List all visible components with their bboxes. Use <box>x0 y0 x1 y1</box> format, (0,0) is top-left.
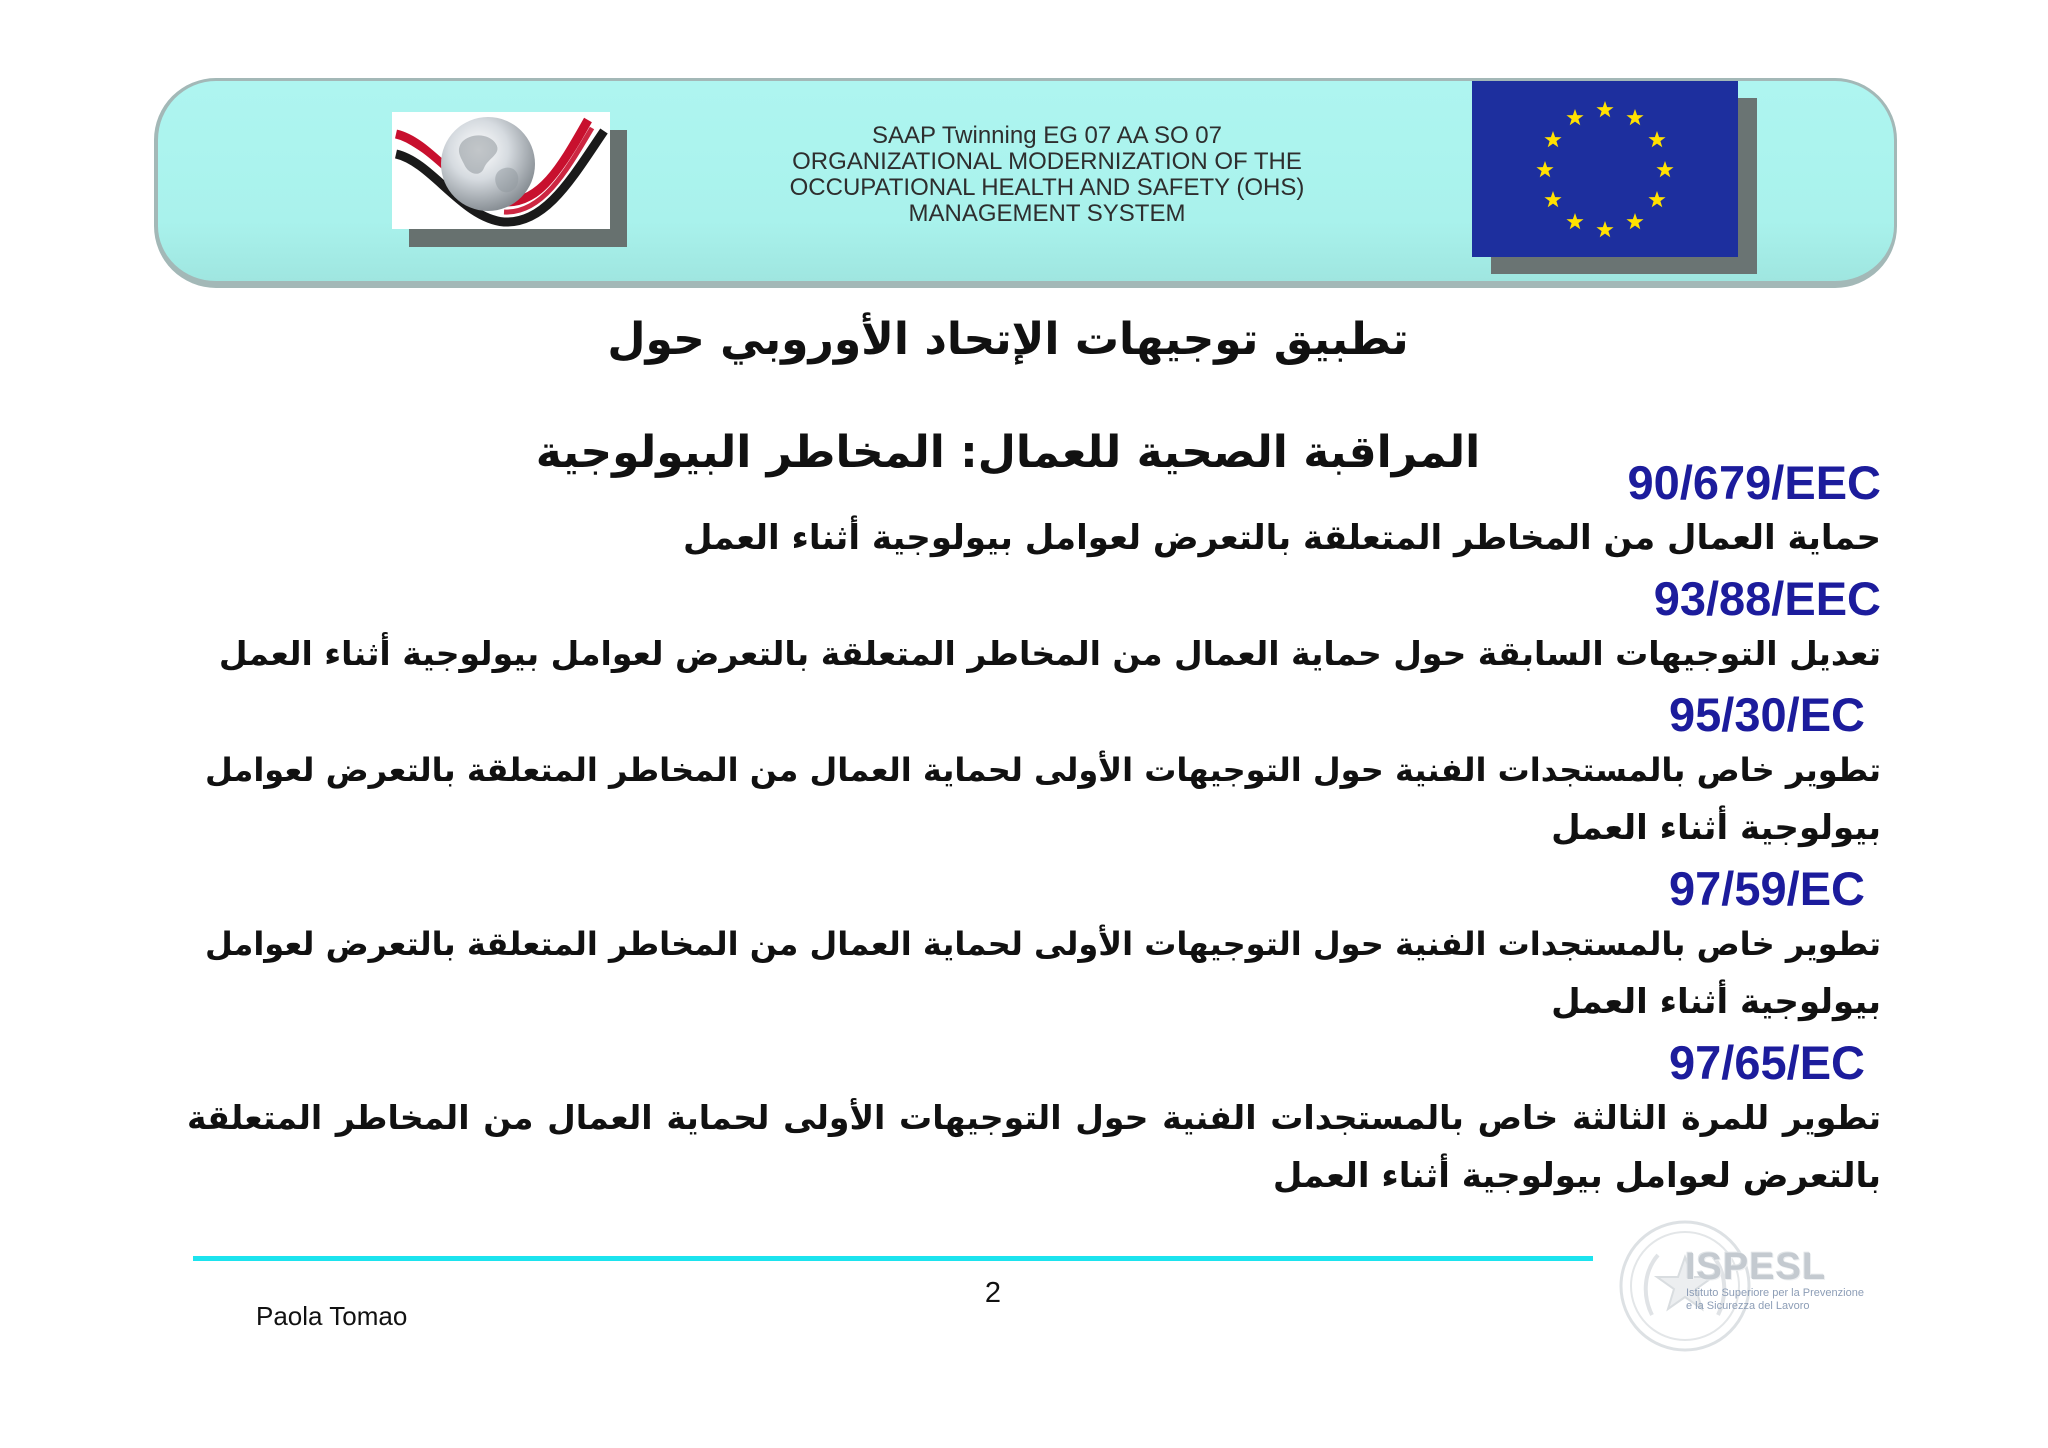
directive-entry <box>185 457 1881 567</box>
slide-title-text: المراقبة الصحية للعمال: المخاطر البيولوجية <box>535 427 1481 478</box>
eu-flag-graphic <box>1472 81 1738 257</box>
directive-description-line <box>185 799 1881 857</box>
directive-code: 95/30/EC <box>1669 688 1865 741</box>
directive-description-text: تعديل التوجيهات السابقة حول حماية العمال من المخاطر المتعلقة بالتعرض لعوامل بيولوجية أثناء العمل <box>218 634 1881 673</box>
program-line: ORGANIZATIONAL MODERNIZATION OF THE <box>792 148 1302 175</box>
directive-code: 90/679/EEC <box>1627 456 1881 509</box>
directive-description-text: حماية العمال من المخاطر المتعلقة بالتعرض لعوامل بيولوجية أثناء العمل <box>682 518 1881 558</box>
egypt-globe-logo-icon <box>392 112 610 229</box>
directive-description-text: بيولوجية أثناء العمل <box>1551 808 1881 848</box>
directive-description-line <box>185 1089 1881 1147</box>
footer-divider <box>193 1256 1593 1261</box>
directive-description-line <box>185 509 1881 567</box>
directive-description-text: بيولوجية أثناء العمل <box>1551 982 1881 1022</box>
eu-flag-icon <box>1472 81 1738 257</box>
slide-title-text: تطبيق توجيهات الإتحاد الأوروبي حول <box>607 314 1409 365</box>
ispesl-subtitle-line: e la Sicurezza del Lavoro <box>1686 1300 1810 1312</box>
directive-description-line <box>185 741 1881 799</box>
ispesl-subtitle-line: Istituto Superiore per la Prevenzione <box>1686 1287 1864 1299</box>
directive-entry <box>185 1037 1881 1205</box>
ispesl-logo-subtitle <box>1686 1287 1864 1313</box>
directive-description-line <box>185 973 1881 1031</box>
slide-title-line-1 <box>308 305 1708 375</box>
directive-entry <box>185 573 1881 683</box>
directive-description-line <box>185 1147 1881 1205</box>
directive-description-text: تطوير للمرة الثالثة خاص بالمستجدات الفنية حول التوجيهات الأولى لحماية العمال من المخاطر المتعلقة <box>187 1098 1881 1137</box>
page-number: 2 <box>984 1277 1002 1309</box>
directive-description-text: بالتعرض لعوامل بيولوجية أثناء العمل <box>1272 1156 1881 1196</box>
directive-description-line <box>185 915 1881 973</box>
directive-code: 93/88/EEC <box>1653 572 1881 625</box>
program-line: SAAP Twinning EG 07 AA SO 07 <box>871 122 1222 149</box>
directive-description-text: تطوير خاص بالمستجدات الفنية حول التوجيهات الأولى لحماية العمال من المخاطر المتعلقة بالتعرض لعوامل <box>204 751 1881 789</box>
directive-list <box>185 457 1881 1205</box>
directive-description-text: تطوير خاص بالمستجدات الفنية حول التوجيهات الأولى لحماية العمال من المخاطر المتعلقة بالتعرض لعوامل <box>204 925 1881 963</box>
directive-entry <box>185 689 1881 857</box>
ispesl-seal-logo-icon <box>1612 1205 1892 1365</box>
directive-code: 97/65/EC <box>1669 1036 1865 1089</box>
program-line: MANAGEMENT SYSTEM <box>908 200 1186 227</box>
directive-description-line <box>185 625 1881 683</box>
program-title <box>747 123 1347 227</box>
author-name: Paola Tomao <box>256 1301 408 1331</box>
program-line: OCCUPATIONAL HEALTH AND SAFETY (OHS) <box>789 174 1305 201</box>
directive-entry <box>185 863 1881 1031</box>
globe-ribbon-icon <box>392 112 610 229</box>
directive-code: 97/59/EC <box>1669 862 1865 915</box>
ispesl-logo-name: ISPESL <box>1685 1246 1827 1288</box>
